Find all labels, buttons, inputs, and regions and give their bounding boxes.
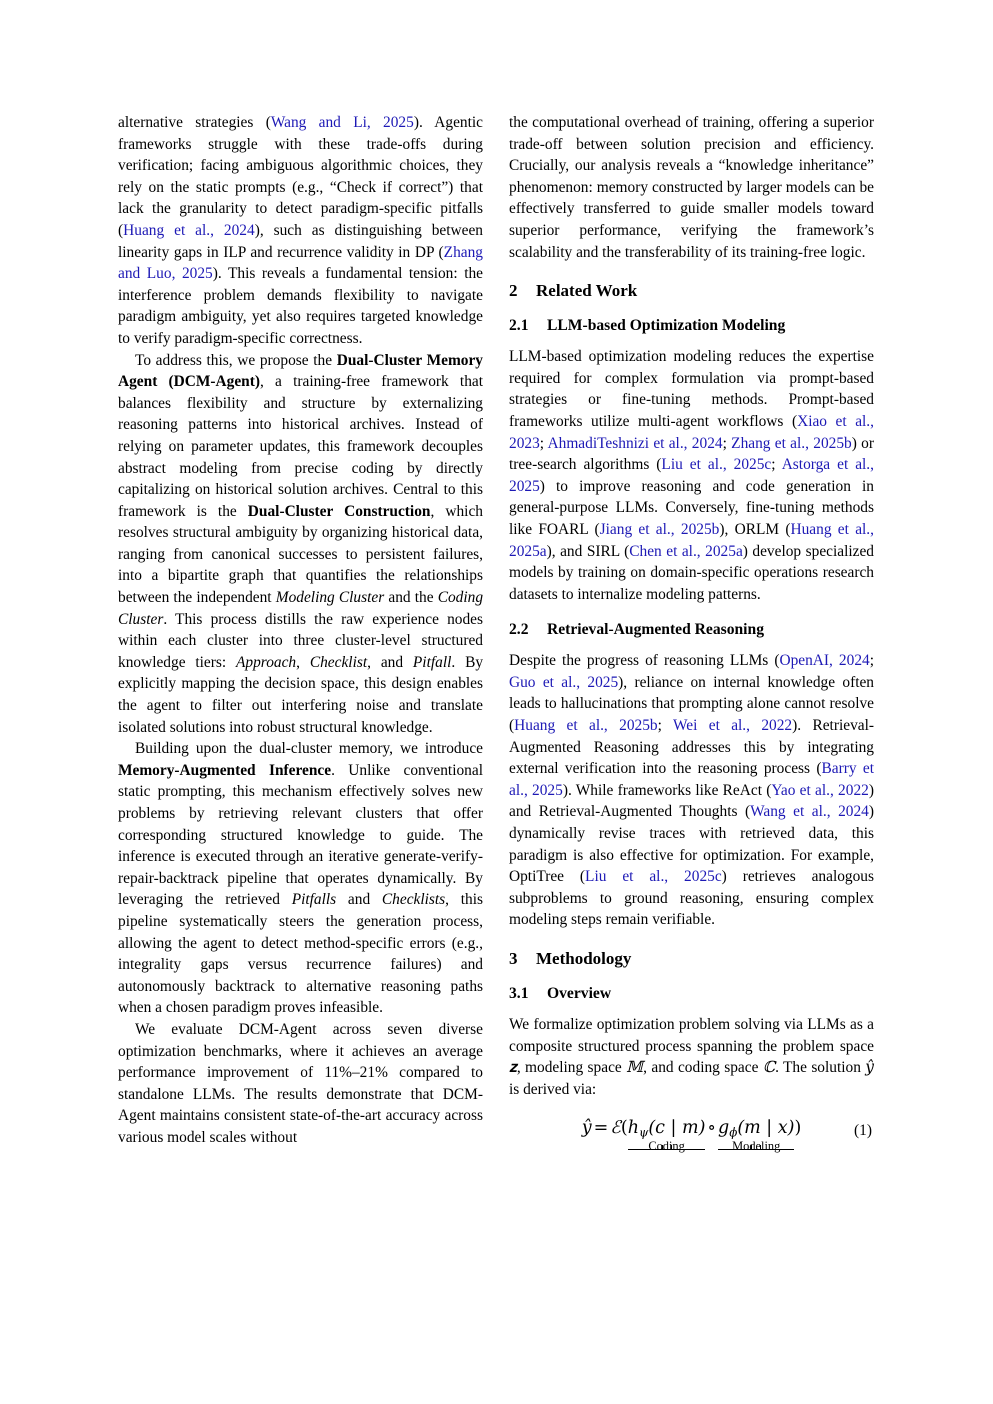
inline-math-symbol: 𝐳: [509, 1058, 517, 1077]
two-column-body: [118, 112, 875, 1312]
equation-relation: =: [593, 1118, 609, 1139]
text-run: We formalize optimization problem solving via LLMs as a composite structured process spanning the problem space: [509, 1016, 874, 1055]
text-run: We evaluate DCM-Agent across seven diverse optimization benchmarks, where it achieves an average performance improvement of 11%–21% compared to standalone LLMs. The results demonstrate that DCM-Agent maintains consistent state-of-the-art accuracy across various model scales without: [118, 1020, 483, 1146]
equation-lhs: ŷ: [581, 1118, 592, 1139]
paragraph-retrieval-augmented-reasoning: [509, 650, 874, 931]
text-run: ) develop specialized models by training on domain-specific operations research datasets to internalize modeling patterns.: [509, 542, 874, 603]
citation-link[interactable]: Xiao et al., 2023: [509, 412, 875, 452]
text-run: LLM-based optimization modeling reduces the expertise required for complex formulation via prompt-based strategies or fine-tuning methods. Prompt-based frameworks utilize multi-agent workflows (: [509, 348, 874, 430]
text-run: Despite the progress of reasoning LLMs (: [509, 652, 780, 670]
citation-link[interactable]: OpenAI, 2024: [779, 652, 870, 670]
emphasis-bold: Memory-Augmented Inference: [118, 761, 332, 779]
text-run: , a training-free framework that balances flexibility and structure by externalizing reasoning patterns into historical archives. Instead of relying on parameter updates, this framework decouples abstract modeling from precise coding by directly capitalizing on historical solution archives. Central to this framework is the: [118, 373, 483, 520]
text-run: ) or tree-search algorithms (: [509, 434, 875, 474]
text-run: ;: [657, 717, 673, 735]
equation-modeling-subscript: ϕ: [729, 1125, 738, 1140]
section-heading-methodology: [509, 948, 874, 969]
equation-expression: [509, 1118, 874, 1154]
paragraph-continuation: [118, 112, 483, 350]
text-run: and the: [384, 589, 438, 607]
underbrace-label-modeling: Modeling: [732, 1139, 781, 1154]
text-run: . The solution: [775, 1059, 866, 1077]
text-run: . By explicitly mapping the decision space, this design enables the agent to filter out interfering noise and translate isolated solutions into robust structural knowledge.: [118, 653, 484, 736]
subsection-heading-llm-based-optimization-modeling: [509, 316, 874, 336]
equation-coding-args: (c | m): [648, 1118, 706, 1139]
citation-link[interactable]: Zhang and Luo, 2025: [118, 243, 483, 283]
emphasis-bold: Dual-Cluster Construction: [247, 502, 431, 520]
text-run: ), and SIRL (: [546, 542, 630, 560]
citation-link[interactable]: Jiang et al., 2025b: [599, 520, 720, 538]
text-run: , modeling space: [516, 1059, 627, 1077]
text-run: the computational overhead of training, offering a superior trade-off between solution precision and efficiency. Crucially, our analysis reveals a “knowledge inheritance” phenomenon: memory constructed by larger models can be effectively transferred to guide smaller models toward superior performance, verifying the framework’s scalability and the transferability of its training-free logic.: [509, 114, 874, 261]
equation-modeling-fn: g: [718, 1118, 730, 1139]
text-run: and: [336, 891, 382, 909]
text-run: , this pipeline systematically steers the generation process, allowing the agent to detect method-specific errors (e.g., integrality gaps versus recurrence failures) and autonomously backtrack to alternative reasoning paths when a chosen paradigm proves infeasible.: [118, 891, 484, 1017]
equation-close-paren: ): [794, 1118, 802, 1139]
text-run: alternative strategies (: [118, 114, 271, 131]
equation-coding-term: [627, 1118, 706, 1154]
equation-coding-subscript: ψ: [639, 1125, 649, 1140]
text-run: ) to improve reasoning and code generation in general-purpose LLMs. Conversely, fine-tuning methods like FOARL (: [509, 477, 874, 538]
citation-link[interactable]: Huang et al., 2025b: [514, 717, 658, 735]
citation-link[interactable]: Chen et al., 2025a: [629, 542, 743, 560]
subsection-number: 2.2: [509, 621, 529, 639]
text-run: is derived via:: [509, 1080, 597, 1098]
citation-link[interactable]: Huang et al., 2025a: [509, 520, 874, 560]
emphasis-italic: Pitfalls: [291, 891, 337, 909]
text-run: , and coding space: [643, 1059, 763, 1077]
emphasis-italic: Coding Cluster: [118, 589, 484, 628]
citation-link[interactable]: Wei et al., 2022: [672, 717, 793, 735]
equation-block: [509, 1118, 874, 1194]
text-run: ), such as distinguishing between linearity gaps in ILP and recurrence validity in DP (: [118, 221, 483, 261]
equation-modeling-term: [718, 1118, 795, 1154]
equation-composition-symbol: ∘: [707, 1118, 716, 1139]
subsection-title: Overview: [547, 985, 612, 1002]
text-run: ) and Retrieval-Augmented Thoughts (: [509, 781, 874, 821]
inline-math-symbol: ŷ: [865, 1058, 874, 1077]
subsection-title: Retrieval-Augmented Reasoning: [547, 621, 764, 639]
section-heading-related-work: [509, 280, 874, 301]
paragraph-contributions-continuation: [509, 112, 874, 263]
equation-modeling-args: (m | x): [737, 1118, 795, 1139]
text-run: ;: [869, 652, 874, 670]
emphasis-bold: Dual-Cluster Memory Agent (DCM-Agent): [118, 351, 484, 391]
text-run: Building upon the dual-cluster memory, we introduce: [135, 740, 483, 758]
text-run: ). While frameworks like ReAct (: [562, 781, 772, 799]
text-run: , and: [367, 653, 413, 671]
subsection-heading-overview: [509, 984, 874, 1004]
citation-link[interactable]: Liu et al., 2025c: [661, 456, 772, 474]
paragraph-memory-augmented-inference: [118, 738, 483, 1019]
citation-link[interactable]: AhmadiTeshnizi et al., 2024: [547, 434, 723, 452]
section-number: 3: [509, 949, 518, 968]
text-run: ;: [771, 456, 782, 474]
text-run: ). Agentic frameworks struggle with these trade-offs during verification; facing ambiguous algorithmic choices, they rely on the static prompts (e.g., “Check if correct”) that lack the granularity to detect paradigm-specific pitfalls (: [118, 114, 483, 239]
text-run: ) dynamically revise traces with retrieved data, this paradigm is also effective for optimization. For example, OptiTree (: [509, 803, 875, 886]
section-title: Related Work: [536, 281, 638, 301]
text-run: ), ORLM (: [719, 520, 791, 538]
text-run: ). This reveals a fundamental tension: the interference problem demands flexibility to navigate paradigm ambiguity, yet also requires targeted knowledge to verify paradigm-specific correctness.: [118, 265, 483, 347]
section-title: Methodology: [536, 949, 632, 968]
text-run: ) retrieves analogous subproblems to ground reasoning, ensuring complex modeling steps remain verifiable.: [509, 868, 874, 929]
citation-link[interactable]: Zhang et al., 2025b: [731, 434, 852, 452]
underbrace-label-coding: Coding: [648, 1139, 685, 1154]
paragraph-llm-optimization-modeling: [509, 346, 874, 605]
citation-link[interactable]: Yao et al., 2022: [771, 781, 869, 799]
subsection-heading-retrieval-augmented-reasoning: [509, 620, 874, 640]
emphasis-italic: Checklists: [381, 891, 446, 909]
equation-open-paren: (: [620, 1118, 628, 1139]
text-run: ). Retrieval-Augmented Reasoning addresses this by integrating external verification into the reasoning process (: [509, 717, 874, 778]
text-run: ), reliance on internal knowledge often leads to hallucinations that prompting alone cannot resolve (: [509, 673, 874, 735]
section-number: 2: [509, 281, 518, 301]
citation-link[interactable]: Barry et al., 2025: [509, 760, 874, 799]
paragraph-overview: [509, 1014, 874, 1100]
citation-link[interactable]: Wang et al., 2024: [750, 803, 869, 821]
emphasis-italic: Modeling Cluster: [275, 589, 385, 607]
paragraph-dcm-agent-proposal: [118, 350, 483, 739]
text-run: ,: [296, 653, 310, 671]
citation-link[interactable]: Wang and Li, 2025: [270, 114, 414, 131]
subsection-title: LLM-based Optimization Modeling: [547, 317, 786, 335]
text-run: . Unlike conventional static prompting, this mechanism effectively solves new problems by retrieving relevant clusters that offer corresponding structured knowledge to guide. The inference is executed through an iterative generate-verify-repair-backtrack pipeline that operates dynamically. By leveraging the retrieved: [118, 761, 483, 909]
emphasis-italic: Approach: [236, 653, 297, 671]
equation-number: (1): [854, 1122, 872, 1140]
paragraph-evaluation: [118, 1019, 483, 1149]
left-column: [118, 112, 483, 1312]
emphasis-italic: Checklist: [309, 653, 368, 671]
text-run: To address this, we propose the: [135, 351, 337, 369]
text-run: . This process distills the raw experience nodes within each cluster into three cluster-level structured knowledge tiers:: [118, 610, 483, 671]
text-run: ;: [539, 434, 548, 452]
equation-coding-fn: h: [627, 1118, 639, 1139]
citation-link[interactable]: Liu et al., 2025c: [585, 868, 722, 886]
inline-math-symbol: ℂ: [762, 1058, 776, 1077]
equation-operator-E: ℰ: [610, 1118, 621, 1139]
subsection-number: 3.1: [509, 985, 529, 1002]
inline-math-symbol: 𝕄: [626, 1058, 644, 1077]
text-run: ;: [722, 434, 732, 452]
citation-link[interactable]: Huang et al., 2024: [123, 221, 255, 239]
citation-link[interactable]: Astorga et al., 2025: [509, 456, 875, 495]
right-column: [509, 112, 874, 1312]
text-run: , which resolves structural ambiguity by organizing historical data, ranging from canonical successes to persistent failures, into a bipartite graph that quantifies the relationships between the independent: [118, 502, 483, 607]
citation-link[interactable]: Guo et al., 2025: [509, 673, 619, 691]
emphasis-italic: Pitfall: [412, 653, 452, 671]
subsection-number: 2.1: [509, 317, 529, 335]
